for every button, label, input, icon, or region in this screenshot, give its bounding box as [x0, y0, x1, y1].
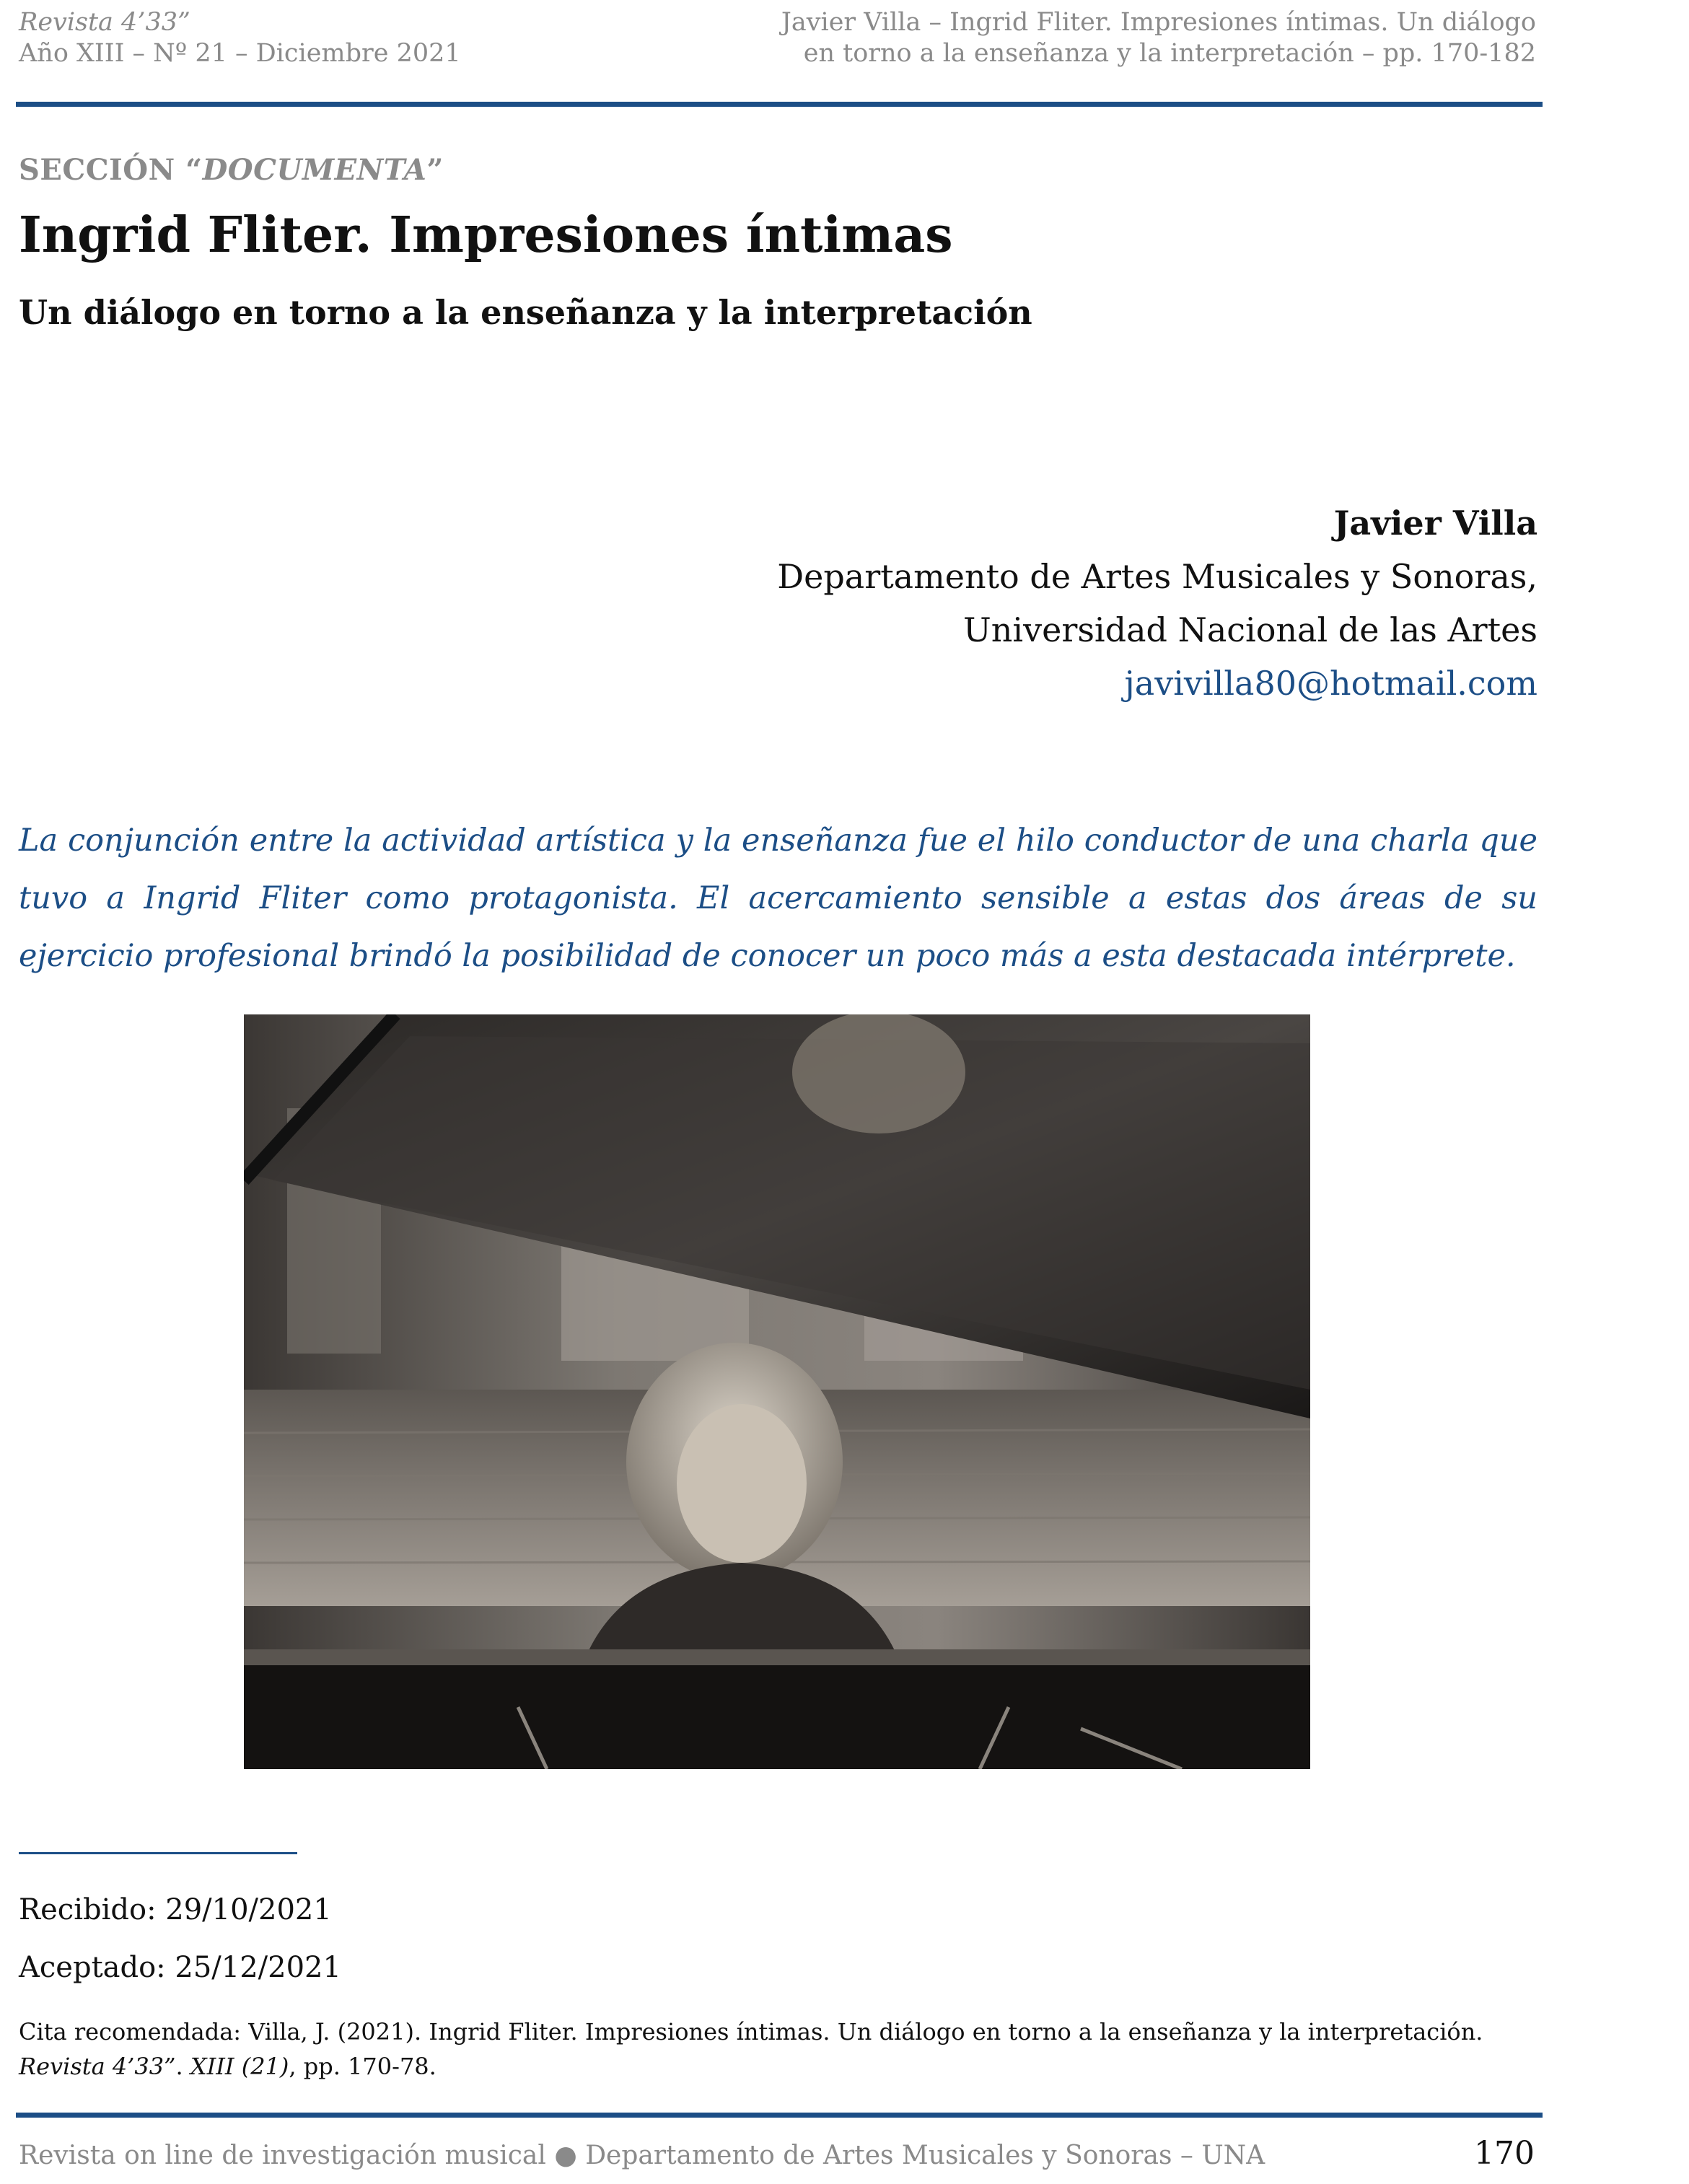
- citation-pages: , pp. 170-78.: [289, 2053, 436, 2080]
- author-affiliation-line2: Universidad Nacional de las Artes: [963, 610, 1537, 649]
- author-email-link[interactable]: javivilla80@hotmail.com: [1124, 664, 1537, 703]
- journal-name: Revista 4’33”: [19, 8, 190, 37]
- pianist-photo: [244, 1014, 1310, 1769]
- citation-journal: Revista 4’33”: [19, 2053, 176, 2080]
- running-title-line1: Javier Villa – Ingrid Fliter. Impresiones íntimas. Un diálogo: [781, 8, 1536, 37]
- running-header-right: [781, 7, 1536, 69]
- footer-text: Revista on line de investigación musical ● Departamento de Artes Musicales y Sonoras – UNA: [19, 2141, 1265, 2170]
- article-title: Ingrid Fliter. Impresiones íntimas: [19, 206, 953, 264]
- running-header-left: [19, 7, 461, 69]
- section-name: DOCUMENTA: [202, 153, 427, 187]
- recommended-citation: [19, 2014, 1541, 2084]
- section-suffix: ”: [426, 153, 444, 187]
- header-rule: [16, 102, 1543, 107]
- footnote-rule: [19, 1852, 297, 1854]
- page-number: 170: [1474, 2135, 1535, 2172]
- author-affiliation-line1: Departamento de Artes Musicales y Sonoras,: [777, 557, 1537, 596]
- author-block: [777, 496, 1537, 710]
- received-date: Recibido: 29/10/2021: [19, 1893, 332, 1926]
- article-subtitle: Un diálogo en torno a la enseñanza y la interpretación: [19, 293, 1032, 332]
- section-label: [19, 153, 444, 187]
- running-title-line2: en torno a la enseñanza y la interpretación – pp. 170-182: [803, 39, 1536, 68]
- footer-rule: [16, 2113, 1543, 2118]
- accepted-date: Aceptado: 25/12/2021: [19, 1951, 341, 1984]
- abstract: La conjunción entre la actividad artística y la enseñanza fue el hilo conductor de una charla que tuvo a Ingrid Fliter como protagonista. El acercamiento sensible a estas dos áreas de su ejercicio profesional brindó la posibilidad de conocer un poco más a esta destacada intérprete.: [19, 823, 1537, 974]
- section-prefix: SECCIÓN “: [19, 153, 203, 187]
- author-name: Javier Villa: [1333, 504, 1537, 543]
- citation-volume: XIII (21): [190, 2053, 289, 2080]
- citation-text: Cita recomendada: Villa, J. (2021). Ingrid Fliter. Impresiones íntimas. Un diálogo en torno a la enseñanza y la interpretación.: [19, 2018, 1483, 2045]
- issue-info: Año XIII – Nº 21 – Diciembre 2021: [19, 39, 461, 68]
- citation-sep: .: [175, 2053, 190, 2080]
